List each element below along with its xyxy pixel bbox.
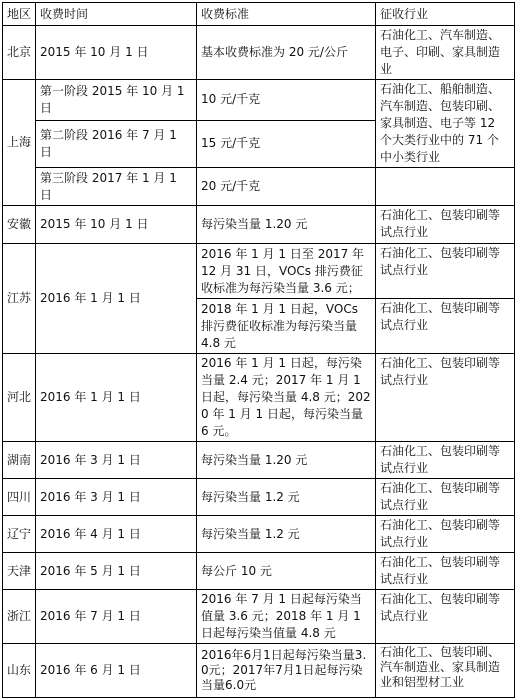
industry-cell: 石油化工、包装印刷等试点行业 xyxy=(376,553,515,590)
industry-cell: 石油化工、包装印刷等试点行业 xyxy=(376,479,515,516)
table-row xyxy=(3,26,515,80)
region-cell: 安徽 xyxy=(3,206,36,244)
header-row xyxy=(3,3,515,26)
standard-cell: 2018 年 1 月 1 日起，VOCs 排污费征收标准为每污染当量 4.8 元 xyxy=(197,299,376,354)
region-cell: 四川 xyxy=(3,479,36,516)
time-cell: 2016 年 6 月 1 日 xyxy=(36,644,197,698)
time-cell: 第三阶段 2017 年 1 月 1 日 xyxy=(36,168,197,206)
standard-cell: 20 元/千克 xyxy=(197,168,376,206)
table-row xyxy=(3,553,515,590)
region-cell: 湖南 xyxy=(3,442,36,479)
time-cell: 2016 年 5 月 1 日 xyxy=(36,553,197,590)
time-cell: 2016 年 7 月 1 日 xyxy=(36,590,197,644)
table-row xyxy=(3,206,515,244)
header-region: 地区 xyxy=(3,3,36,26)
time-cell: 2016 年 1 月 1 日 xyxy=(36,244,197,354)
fee-table xyxy=(2,2,515,698)
industry-cell: 石油化工、汽车制造、电子、印刷、家具制造业 xyxy=(376,26,515,80)
region-cell: 北京 xyxy=(3,26,36,80)
region-cell: 浙江 xyxy=(3,590,36,644)
table-row xyxy=(3,644,515,698)
industry-cell: 石油化工、包装印刷、汽车制造业、家具制造业和铝型材工业 xyxy=(376,644,515,698)
time-cell: 2015 年 10 月 1 日 xyxy=(36,26,197,80)
region-cell: 上海 xyxy=(3,80,36,206)
standard-cell: 每污染当量 1.20 元 xyxy=(197,206,376,244)
time-cell: 2016 年 1 月 1 日 xyxy=(36,354,197,442)
region-cell: 江苏 xyxy=(3,244,36,354)
time-cell: 2016 年 3 月 1 日 xyxy=(36,442,197,479)
header-time: 收费时间 xyxy=(36,3,197,26)
standard-cell: 2016 年 1 月 1 日至 2017 年 12 月 31 日，VOCs 排污费征收标准为每污染当量 3.6 元； xyxy=(197,244,376,299)
table-row xyxy=(3,244,515,299)
table-row xyxy=(3,516,515,553)
region-cell: 河北 xyxy=(3,354,36,442)
standard-cell: 基本收费标准为 20 元/公斤 xyxy=(197,26,376,80)
region-cell: 山东 xyxy=(3,644,36,698)
standard-cell: 15 元/千克 xyxy=(197,120,376,167)
time-cell: 2016 年 3 月 1 日 xyxy=(36,479,197,516)
time-cell: 第一阶段 2015 年 10 月 1 日 xyxy=(36,80,197,121)
table-row xyxy=(3,442,515,479)
region-cell: 天津 xyxy=(3,553,36,590)
time-cell: 第二阶段 2016 年 7 月 1 日 xyxy=(36,120,197,167)
table-row xyxy=(3,80,515,121)
standard-cell: 每污染当量 1.2 元 xyxy=(197,479,376,516)
standard-cell: 2016 年 1 月 1 日起，每污染当量 2.4 元；2017 年 1 月 1 日起，每污染当量 4.8 元；2020 年 1 月 1 日起，每污染当量 6 元。 xyxy=(197,354,376,442)
header-industry: 征收行业 xyxy=(376,3,515,26)
table-row xyxy=(3,354,515,442)
industry-cell: 石油化工、包装印刷等试点行业 xyxy=(376,244,515,299)
table-row xyxy=(3,590,515,644)
industry-cell: 石油化工、包装印刷等试点行业 xyxy=(376,299,515,354)
table-row xyxy=(3,479,515,516)
table-row xyxy=(3,168,515,206)
region-cell: 辽宁 xyxy=(3,516,36,553)
industry-cell-empty xyxy=(376,168,515,206)
standard-cell: 10 元/千克 xyxy=(197,80,376,121)
standard-cell: 2016年6月1日起每污染当量3.0元；2017年7月1日起每污染当量6.0元 xyxy=(197,644,376,698)
industry-cell: 石油化工、包装印刷等试点行业 xyxy=(376,590,515,644)
industry-cell: 石油化工、包装印刷等试点行业 xyxy=(376,206,515,244)
industry-cell: 石油化工、船舶制造、汽车制造、包装印刷、家具制造、电子等 12 个大类行业中的 71 个中小类行业 xyxy=(376,80,515,168)
standard-cell: 2016 年 7 月 1 日起每污染当值量 3.6 元；2018 年 1 月 1 日起每污染当值量 4.8 元 xyxy=(197,590,376,644)
standard-cell: 每公斤 10 元 xyxy=(197,553,376,590)
standard-cell: 每污染当量 1.20 元 xyxy=(197,442,376,479)
industry-cell: 石油化工、包装印刷等试点行业 xyxy=(376,354,515,442)
time-cell: 2015 年 10 月 1 日 xyxy=(36,206,197,244)
time-cell: 2016 年 4 月 1 日 xyxy=(36,516,197,553)
industry-cell: 石油化工、包装印刷等试点行业 xyxy=(376,442,515,479)
standard-cell: 每污染当量 1.2 元 xyxy=(197,516,376,553)
header-standard: 收费标准 xyxy=(197,3,376,26)
industry-cell: 石油化工、包装印刷等试点行业 xyxy=(376,516,515,553)
